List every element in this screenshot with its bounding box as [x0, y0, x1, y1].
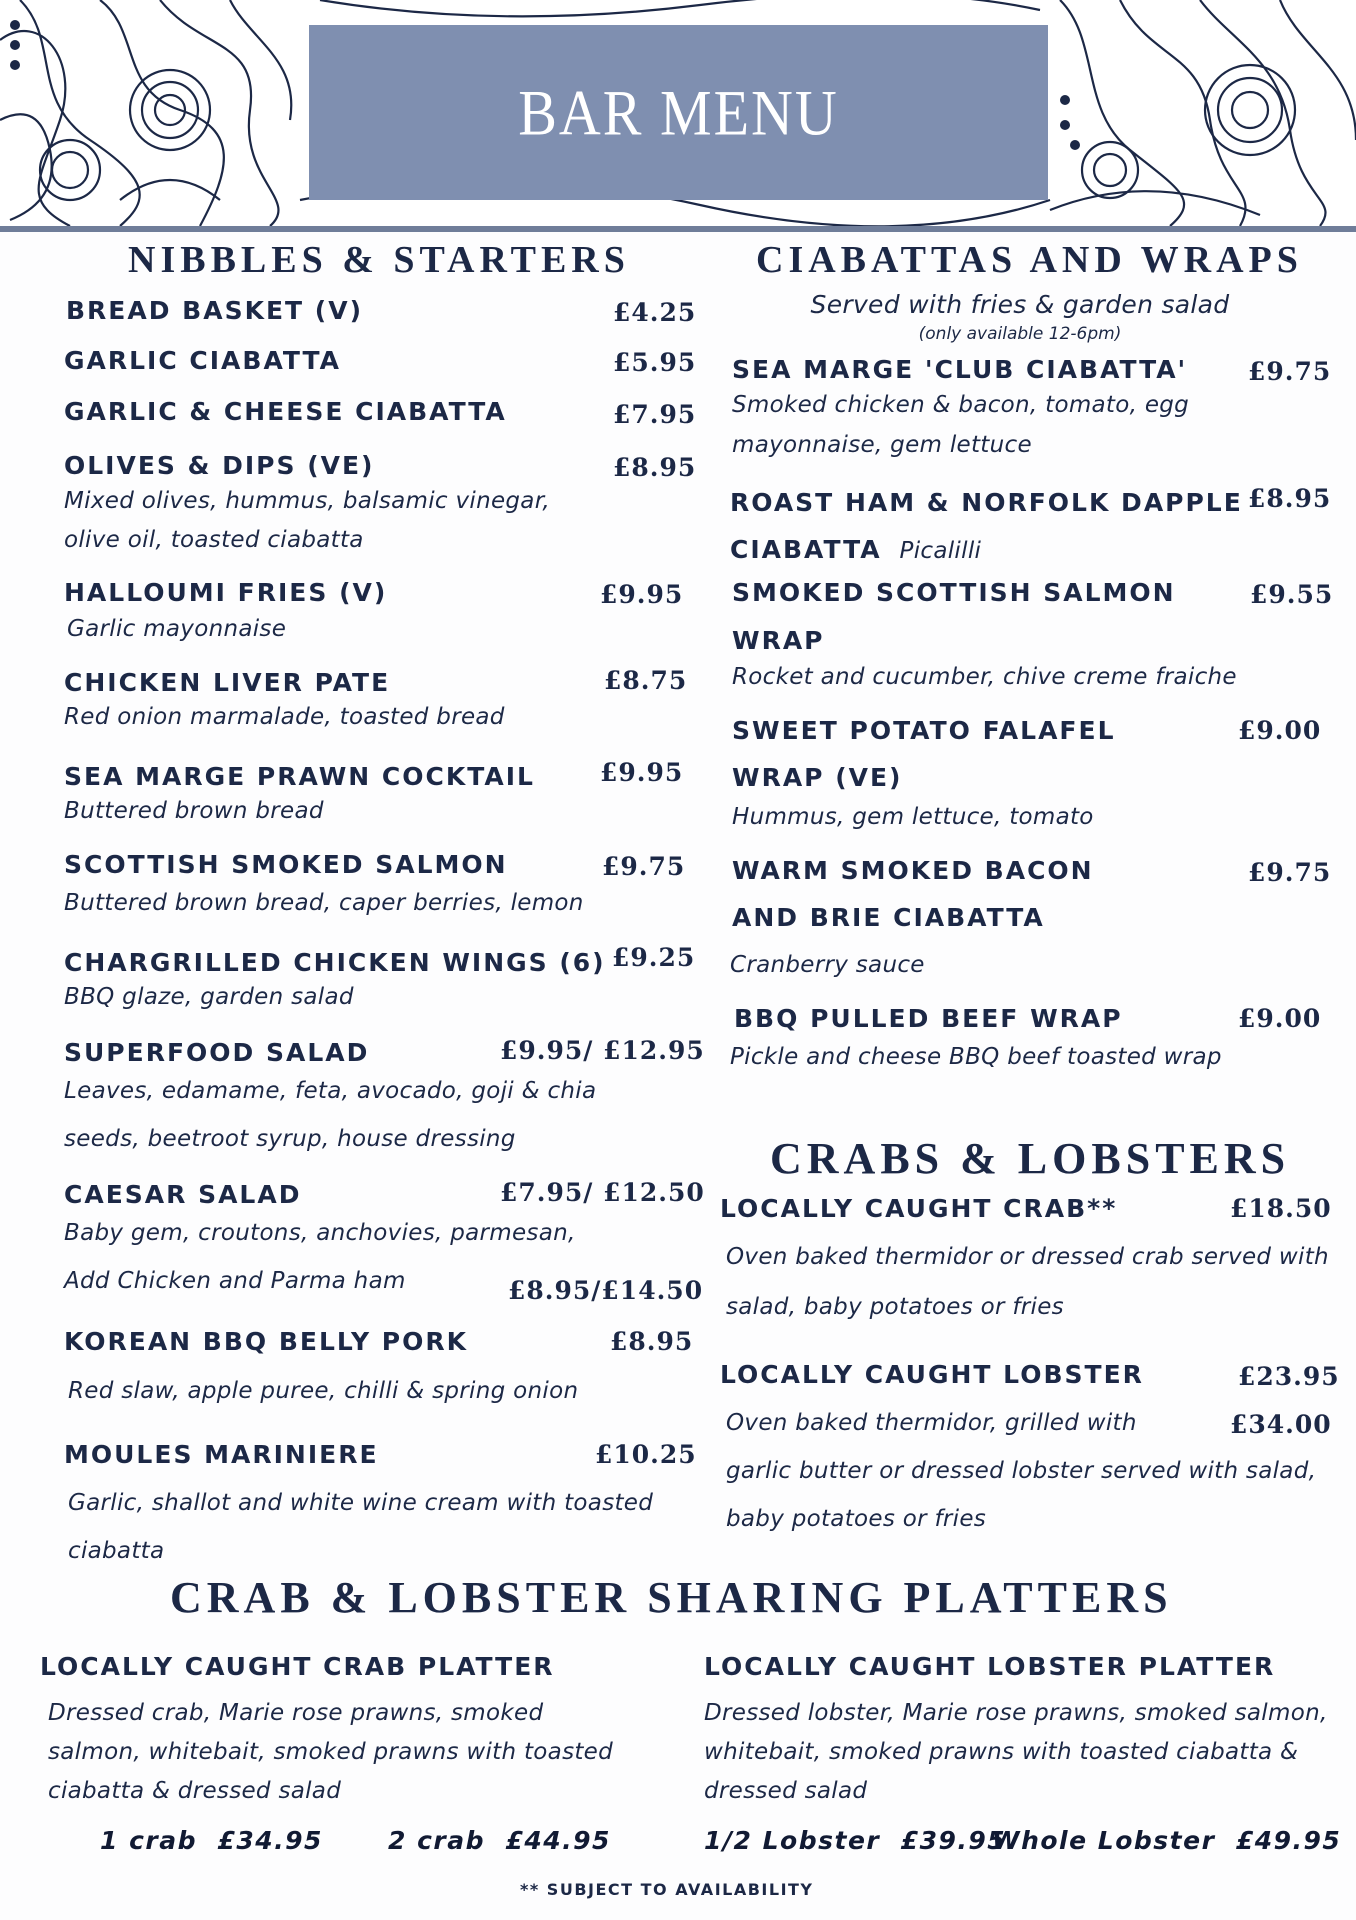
item-description: Baby gem, croutons, anchovies, parmesan, — [64, 1220, 576, 1246]
option-label: 1 crab — [100, 1826, 198, 1855]
item-name: MOULES MARINIERE — [64, 1440, 379, 1469]
option-price: £34.95 — [217, 1826, 323, 1855]
item-description: Buttered brown bread, caper berries, lemon — [64, 890, 584, 916]
item-description: Garlic mayonnaise — [67, 616, 287, 642]
item-description: mayonnaise, gem lettuce — [732, 432, 1032, 458]
item-price: £8.95 — [610, 1327, 694, 1356]
item-description: Oven baked thermidor or dressed crab served with — [726, 1244, 1329, 1270]
item-description: Hummus, gem lettuce, tomato — [732, 804, 1094, 830]
item-description: Red onion marmalade, toasted bread — [64, 704, 505, 730]
menu-title: BAR MENU — [518, 76, 839, 149]
item-price: £9.95/ £12.95 — [500, 1036, 705, 1065]
section-subtitle: Served with fries & garden salad — [810, 290, 1230, 319]
item-name: WARM SMOKED BACON — [732, 856, 1094, 885]
availability-footnote: ** SUBJECT TO AVAILABILITY — [520, 1880, 814, 1899]
item-description: Mixed olives, hummus, balsamic vinegar, — [64, 488, 550, 514]
item-description: garlic butter or dressed lobster served with salad, — [726, 1458, 1317, 1484]
platter-description: ciabatta & dressed salad — [48, 1778, 342, 1804]
item-name: BREAD BASKET (V) — [66, 296, 364, 325]
item-description: salad, baby potatoes or fries — [726, 1294, 1064, 1320]
option-label: 1/2 Lobster — [704, 1826, 881, 1855]
item-name-line2: WRAP (VE) — [732, 763, 903, 792]
item-price: £8.95 — [1248, 484, 1332, 513]
item-price: £8.75 — [604, 666, 688, 695]
item-name: ROAST HAM & NORFOLK DAPPLE — [730, 488, 1243, 517]
item-description: BBQ glaze, garden salad — [64, 984, 354, 1010]
platter-option — [992, 1826, 1341, 1855]
item-price: £9.75 — [1248, 357, 1332, 386]
item-name: OLIVES & DIPS (VE) — [64, 451, 375, 480]
item-name-cont — [730, 535, 981, 564]
item-description: seeds, beetroot syrup, house dressing — [64, 1126, 516, 1152]
platter-description: Dressed lobster, Marie rose prawns, smoked salmon, — [704, 1700, 1328, 1726]
item-name: SCOTTISH SMOKED SALMON — [64, 850, 508, 879]
item-description: olive oil, toasted ciabatta — [64, 527, 364, 553]
item-name: KOREAN BBQ BELLY PORK — [64, 1327, 468, 1356]
item-name: LOCALLY CAUGHT CRAB** — [720, 1194, 1118, 1223]
item-name-line2: CIABATTA — [730, 535, 882, 564]
item-description: Garlic, shallot and white wine cream with toasted — [68, 1490, 654, 1516]
section-title-platters: CRAB & LOBSTER SHARING PLATTERS — [170, 1573, 1173, 1622]
item-price: £9.00 — [1238, 1004, 1322, 1033]
item-price: £10.25 — [595, 1440, 697, 1469]
item-price: £4.25 — [613, 298, 697, 327]
item-description: Rocket and cucumber, chive creme fraiche — [732, 664, 1237, 690]
item-name: CAESAR SALAD — [64, 1180, 302, 1209]
item-name: SEA MARGE PRAWN COCKTAIL — [64, 762, 535, 791]
decorative-banner — [0, 0, 1356, 227]
item-description: Oven baked thermidor, grilled with — [726, 1410, 1137, 1436]
item-price: £8.95 — [613, 453, 697, 482]
item-price: £23.95 — [1238, 1362, 1340, 1391]
option-price: £44.95 — [505, 1826, 611, 1855]
availability-note: (only available 12-6pm) — [918, 324, 1122, 344]
option-price: £49.95 — [1235, 1826, 1342, 1855]
platter-option — [100, 1826, 323, 1855]
item-name: BBQ PULLED BEEF WRAP — [734, 1004, 1123, 1033]
item-price: £9.55 — [1250, 580, 1334, 609]
platter-name-lobster: LOCALLY CAUGHT LOBSTER PLATTER — [704, 1652, 1276, 1681]
item-description: Smoked chicken & bacon, tomato, egg — [732, 392, 1190, 418]
item-description: Leaves, edamame, feta, avocado, goji & chia — [64, 1078, 597, 1104]
item-name: GARLIC CIABATTA — [64, 346, 341, 375]
item-name: LOCALLY CAUGHT LOBSTER — [720, 1360, 1144, 1389]
item-description: baby potatoes or fries — [726, 1506, 987, 1532]
section-title-ciabattas: CIABATTAS AND WRAPS — [756, 239, 1303, 281]
item-price: £9.25 — [612, 943, 696, 972]
item-name-line2: AND BRIE CIABATTA — [732, 903, 1045, 932]
title-box — [309, 25, 1048, 200]
platter-description: Dressed crab, Marie rose prawns, smoked — [48, 1700, 544, 1726]
item-price: £5.95 — [613, 348, 697, 377]
item-price: £9.00 — [1238, 716, 1322, 745]
item-description: Cranberry sauce — [730, 952, 925, 978]
item-description: Red slaw, apple puree, chilli & spring onion — [68, 1378, 579, 1404]
item-extra-price: £8.95/£14.50 — [508, 1276, 704, 1305]
platter-option — [388, 1826, 611, 1855]
item-price-alt: £34.00 — [1230, 1410, 1332, 1439]
item-price: £18.50 — [1230, 1194, 1332, 1223]
item-price: £9.95 — [600, 580, 684, 609]
platter-description: dressed salad — [704, 1778, 868, 1804]
option-label: 2 crab — [388, 1826, 486, 1855]
option-label: Whole Lobster — [992, 1826, 1216, 1855]
item-name: CHICKEN LIVER PATE — [64, 668, 391, 697]
item-price: £9.75 — [1248, 858, 1332, 887]
section-title-crabs: CRABS & LOBSTERS — [770, 1134, 1291, 1183]
platter-name-crab: LOCALLY CAUGHT CRAB PLATTER — [40, 1652, 555, 1681]
item-description: ciabatta — [68, 1538, 165, 1564]
banner-divider — [0, 226, 1356, 232]
platter-description: whitebait, smoked prawns with toasted ciabatta & — [704, 1739, 1299, 1765]
item-description: Buttered brown bread — [64, 798, 324, 824]
item-name: GARLIC & CHEESE CIABATTA — [64, 397, 507, 426]
item-name: SMOKED SCOTTISH SALMON — [732, 578, 1176, 607]
item-price: £9.75 — [602, 852, 686, 881]
item-name: SWEET POTATO FALAFEL — [732, 716, 1116, 745]
platter-option — [704, 1826, 1006, 1855]
item-description: Pickle and cheese BBQ beef toasted wrap — [730, 1044, 1222, 1070]
item-name: CHARGRILLED CHICKEN WINGS (6) — [64, 948, 606, 977]
section-title-nibbles: NIBBLES & STARTERS — [128, 239, 630, 281]
item-name: SUPERFOOD SALAD — [64, 1038, 370, 1067]
item-name: HALLOUMI FRIES (V) — [64, 578, 388, 607]
item-description: Picalilli — [899, 538, 982, 564]
item-name-line2: WRAP — [732, 626, 825, 655]
item-price: £9.95 — [600, 758, 684, 787]
platter-description: salmon, whitebait, smoked prawns with toasted — [48, 1739, 614, 1765]
item-price: £7.95 — [613, 400, 697, 429]
item-price: £7.95/ £12.50 — [500, 1178, 705, 1207]
item-description: Add Chicken and Parma ham — [64, 1268, 406, 1294]
option-price: £39.95 — [900, 1826, 1007, 1855]
item-name: SEA MARGE 'CLUB CIABATTA' — [732, 355, 1188, 384]
